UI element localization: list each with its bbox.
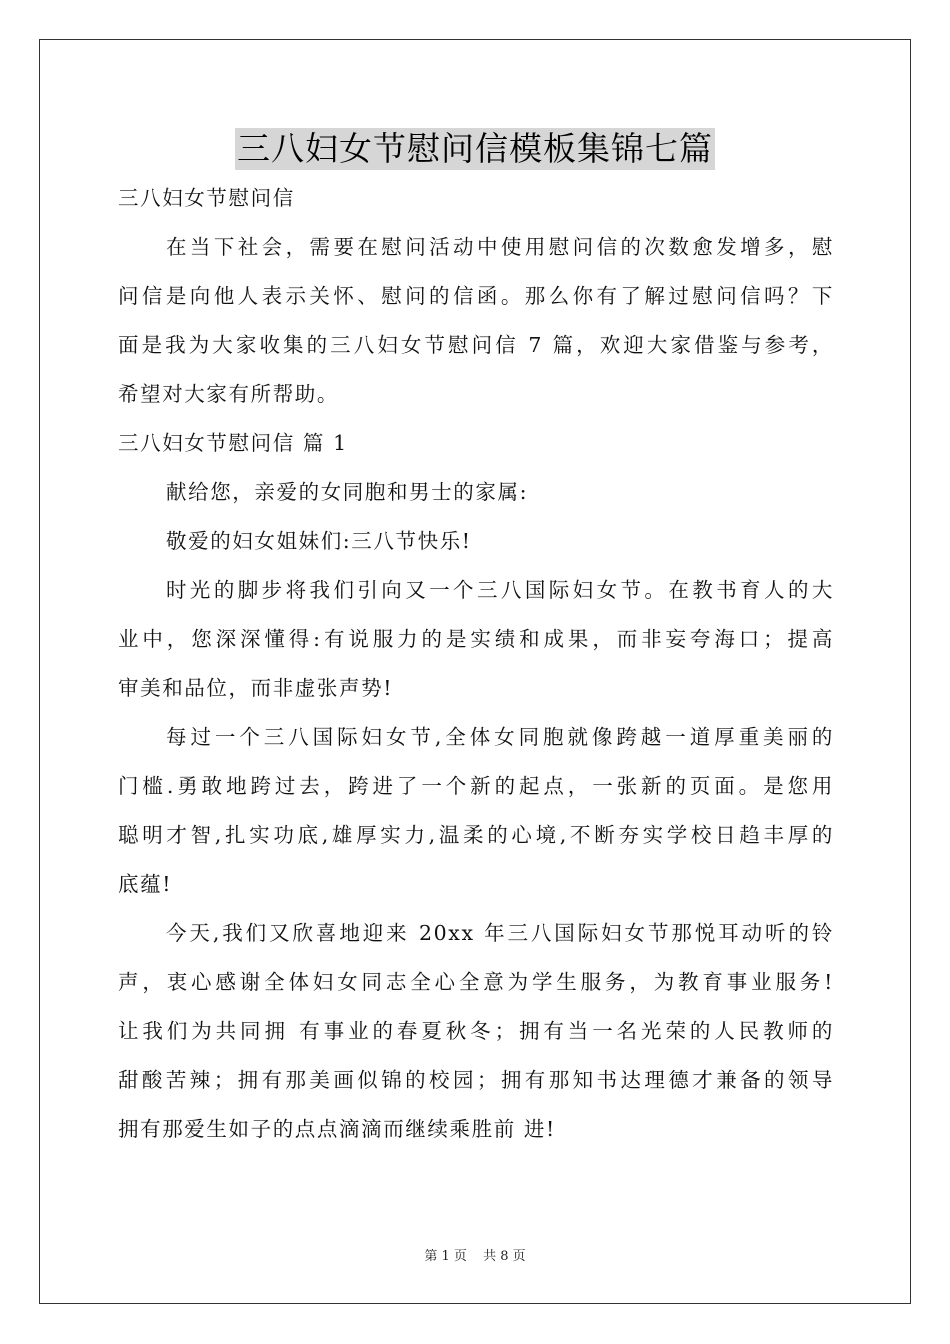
body-line: 每过一个三八国际妇女节,全体女同胞就像跨越一道厚重美丽的: [166, 725, 834, 749]
page-total: 共 8 页: [483, 1249, 526, 1264]
document-title: 三八妇女节慰问信模板集锦七篇: [237, 129, 713, 168]
body-line: 今天,我们又欣喜地迎来 20xx 年三八国际妇女节那悦耳动听的铃: [166, 921, 834, 945]
intro-line: 问信是向他人表示关怀、慰问的信函。那么你有了解过慰问信吗？下: [118, 284, 834, 308]
page-number: 第 1 页: [424, 1249, 467, 1264]
page-footer: [0, 1248, 950, 1266]
salutation-line: 献给您，亲爱的女同胞和男士的家属:: [166, 480, 529, 504]
title-container: [0, 128, 950, 170]
intro-line: 在当下社会，需要在慰问活动中使用慰问信的次数愈发增多，慰: [166, 235, 834, 259]
body-line: 门槛.勇敢地跨过去，跨进了一个新的起点，一张新的页面。是您用: [118, 774, 834, 798]
body-line: 时光的脚步将我们引向又一个三八国际妇女节。在教书育人的大: [166, 578, 834, 602]
body-line: 让我们为共同拥 有事业的春夏秋冬；拥有当一名光荣的人民教师的: [118, 1019, 834, 1043]
body-line: 审美和品位，而非虚张声势!: [118, 676, 394, 700]
body-line: 拥有那爱生如子的点点滴滴而继续乘胜前 进!: [118, 1117, 556, 1141]
intro-line: 面是我为大家收集的三八妇女节慰问信 7 篇，欢迎大家借鉴与参考，: [118, 333, 834, 357]
intro-line: 希望对大家有所帮助。: [118, 382, 339, 406]
body-line: 聪明才智,扎实功底,雄厚实力,温柔的心境,不断夯实学校日趋丰厚的: [118, 823, 834, 847]
body-line: 底蕴!: [118, 872, 173, 896]
section-heading: 三八妇女节慰问信: [118, 186, 295, 210]
body-line: 业中，您深深懂得:有说服力的是实绩和成果，而非妄夸海口；提高: [118, 627, 834, 651]
body-line: 声，衷心感谢全体妇女同志全心全意为学生服务，为教育事业服务!: [118, 970, 834, 994]
document-body: [118, 174, 834, 1154]
greeting-line: 敬爱的妇女姐妹们:三八节快乐!: [166, 529, 472, 553]
article-heading: 三八妇女节慰问信 篇 1: [118, 431, 348, 455]
body-line: 甜酸苦辣；拥有那美画似锦的校园；拥有那知书达理德才兼备的领导: [118, 1068, 834, 1092]
